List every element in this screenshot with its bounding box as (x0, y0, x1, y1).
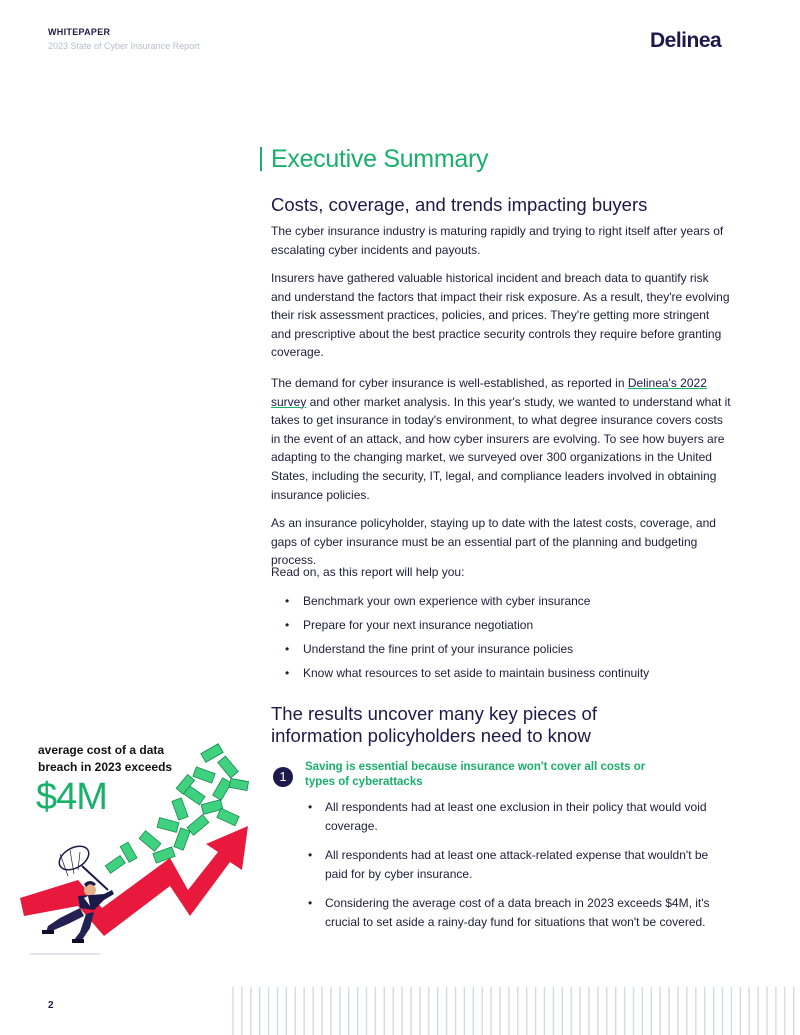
header-label: WHITEPAPER (48, 27, 111, 37)
bullet-icon: • (285, 666, 290, 680)
section-title-block (260, 143, 488, 175)
section2-heading: The results uncover many key pieces of information policyholders need to know (271, 703, 597, 746)
list-item (285, 640, 745, 664)
survey-link[interactable]: Delinea's 2022 survey (271, 376, 707, 409)
title-accent-bar (260, 147, 262, 171)
paragraph-3-intro: The demand for cyber insurance is well-established, as reported in (271, 376, 628, 390)
bullet-icon: • (285, 642, 290, 656)
page-number: 2 (48, 1000, 54, 1011)
list-item (285, 616, 745, 640)
stat-label: average cost of a data breach in 2023 exceeds (38, 743, 173, 774)
bullet-icon: • (308, 800, 313, 814)
list-item-text: All respondents had at least one attack-related expense that wouldn't be paid for by cyber insurance. (325, 848, 709, 881)
stat-value: $4M (36, 776, 107, 818)
paragraph-1: The cyber insurance industry is maturing rapidly and trying to right itself after years of escalating cyber incidents and payouts. (271, 224, 724, 257)
decorative-lines (230, 985, 800, 1035)
butterfly-net-icon (55, 841, 108, 890)
bullet-icon: • (308, 896, 313, 911)
list-item (308, 894, 728, 931)
list-item (285, 592, 745, 616)
finding-title: Saving is essential because insurance won't cover all costs or types of cyberattacks (305, 761, 646, 788)
list-item (308, 798, 728, 835)
delinea-logo[interactable]: Delinea (650, 29, 722, 52)
rising-arrow-icon (20, 826, 248, 936)
paragraph-5: Read on, as this report will help you: (271, 565, 465, 579)
list-item-text: All respondents had at least one exclusion in their policy that would void coverage. (325, 800, 707, 833)
paragraph-3 (271, 374, 731, 504)
bullet-icon: • (285, 618, 290, 632)
paragraph-2: Insurers have gathered valuable historical incident and breach data to quantify risk and understand the factors that impact their risk exposure. As a result, they're evolving their risk assessment practices, policies, and prices. They're getting more stringent and prescriptive about the best practice security controls they require before granting coverage. (271, 271, 730, 360)
list-item-text: Benchmark your own experience with cyber insurance (303, 594, 591, 608)
help-bullet-list (285, 592, 745, 688)
list-item (285, 664, 745, 688)
page-title: Executive Summary (271, 144, 489, 173)
bullet-icon: • (285, 594, 290, 608)
list-item-text: Know what resources to set aside to maintain business continuity (303, 666, 650, 680)
paragraph-4: As an insurance policyholder, staying up to date with the latest costs, coverage, and gaps of cyber insurance must be an essential part of the planning and budgeting process. (271, 516, 716, 568)
list-item (308, 846, 728, 883)
finding-number-badge: 1 (273, 767, 293, 787)
list-item-text: Understand the fine print of your insurance policies (303, 642, 574, 656)
finding-bullet-list (308, 798, 728, 943)
section1-heading: Costs, coverage, and trends impacting buyers (271, 194, 648, 215)
bullet-icon: • (308, 848, 313, 863)
list-item-text: Prepare for your next insurance negotiation (303, 618, 534, 632)
paragraph-3-rest: and other market analysis. In this year's study, we wanted to understand what it takes to get insurance in today's environment, to what degree insurance covers costs in the event of an attack, and how cyber insurers are evolving. To see how buyers are adapting to the changing market, we surveyed over 300 organizations in the United States, including the security, IT, legal, and compliance leaders involved in obtaining insurance policies. (271, 394, 731, 502)
list-item-text: Considering the average cost of a data breach in 2023 exceeds $4M, it's crucial to set aside a rainy-day fund for situations that won't be covered. (325, 896, 710, 929)
header-subtitle: 2023 State of Cyber Insurance Report (48, 41, 200, 51)
